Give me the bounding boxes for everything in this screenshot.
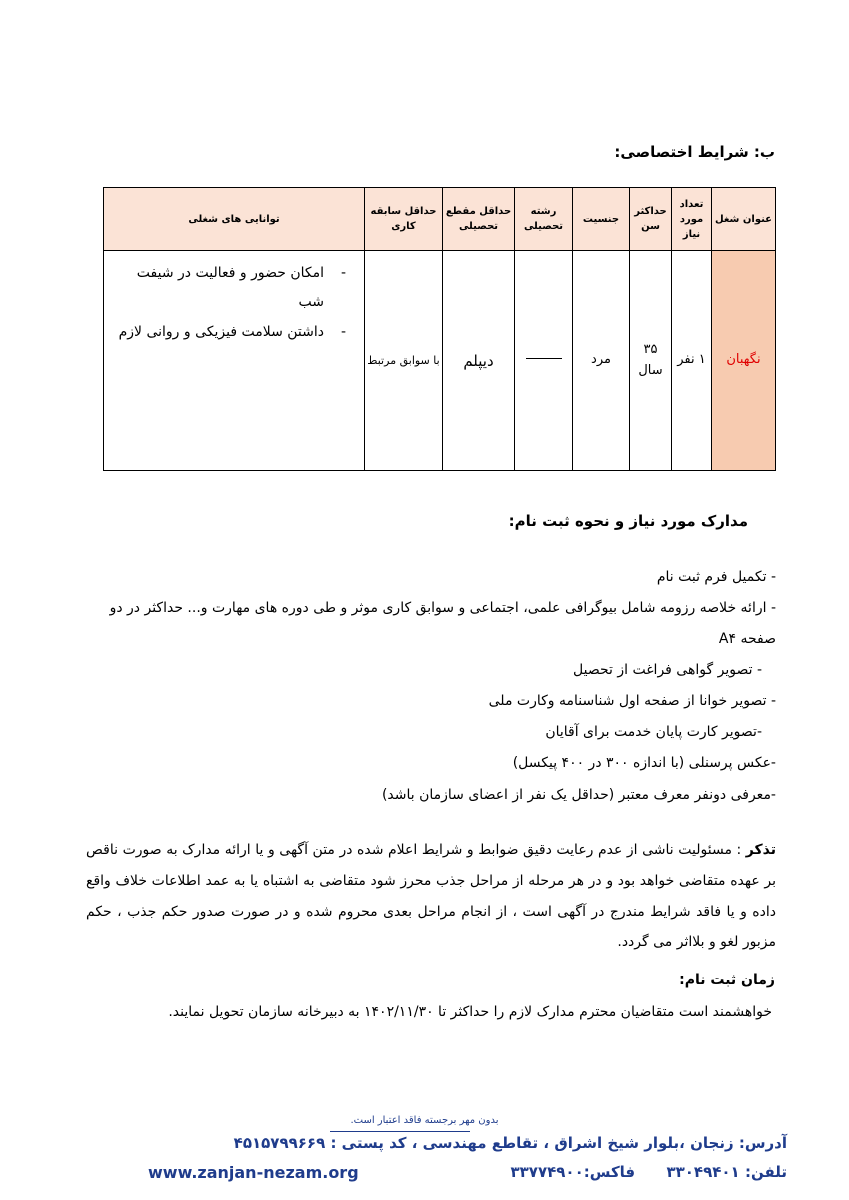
stamp-note: بدون مهر برجسته فاقد اعتبار است. <box>350 1115 499 1126</box>
registration-time-title: زمان ثبت نام: <box>679 972 775 988</box>
list-item: - تکمیل فرم ثبت نام <box>656 569 776 585</box>
registration-time-text: خواهشمند است متقاضیان محترم مدارک لازم را حداکثر تا ۱۴۰۲/۱۱/۳۰ به دبیرخانه سازمان تحویل نمایند. <box>168 1004 772 1020</box>
header-count: تعداد مورد نیاز <box>672 188 712 251</box>
skill-item: - داشتن سلامت فیزیکی و روانی لازم <box>112 318 350 347</box>
note-paragraph <box>86 835 776 958</box>
docs-list <box>76 562 776 811</box>
cell-experience: با سوابق مرتبط <box>365 251 443 471</box>
skill-item: - امکان حضور و فعالیت در شیفت شب <box>112 259 350 318</box>
cell-degree: دیپلم <box>443 251 515 471</box>
note-text: : مسئولیت ناشی از عدم رعایت دقیق ضوابط و شرایط اعلام شده در متن آگهی و یا ارائه مدارک به صورت ناقص بر عهده متقاضی خواهد بود و در هر مرحله از مراحل جذب محرز شود متقاضی به اشتباه یا به عمد اطلاعات خلاف واقع داده و یا فاقد شرایط مندرج در آگهی است ، از انجام مراحل بعدی محروم شده و در صورت صدور حکم جذب ، حکم مزبور لغو و بلااثر می گردد. <box>86 842 776 951</box>
cell-count: ۱ نفر <box>672 251 712 471</box>
header-gender: جنسیت <box>573 188 630 251</box>
footer-address: آدرس: زنجان ،بلوار شیخ اشراق ، تقاطع مهندسی ، کد پستی : ۴۵۱۵۷۹۹۶۶۹ <box>233 1134 787 1152</box>
footer-website[interactable]: www.zanjan-nezam.org <box>148 1163 359 1182</box>
note-label: تذکر <box>745 842 776 858</box>
header-job-title: عنوان شغل <box>712 188 776 251</box>
table-row <box>104 251 776 471</box>
list-item: - ارائه خلاصه رزومه شامل بیوگرافی علمی، اجتماعی و سوابق کاری موثر و طی دوره های مهارت و... حداکثر در دو صفحه A۴ <box>109 600 776 648</box>
skills-list <box>112 259 350 347</box>
cell-max-age: ۳۵ سال <box>630 251 672 471</box>
cell-gender: مرد <box>573 251 630 471</box>
table-header-row <box>104 188 776 251</box>
header-field: رشته تحصیلی <box>515 188 573 251</box>
cell-job-title: نگهبان <box>712 251 776 471</box>
empty-dash <box>526 358 562 359</box>
docs-title: مدارک مورد نیاز و نحوه ثبت نام: <box>508 512 748 530</box>
list-item: - تصویر خوانا از صفحه اول شناسنامه وکارت ملی <box>488 693 776 710</box>
cell-field <box>515 251 573 471</box>
list-item: -عکس پرسنلی (با اندازه ۳۰۰ در ۴۰۰ پیکسل) <box>512 755 776 772</box>
header-skills: توانایی های شغلی <box>104 188 365 251</box>
header-degree: حداقل مقطع تحصیلی <box>443 188 515 251</box>
header-experience: حداقل سابقه کاری <box>365 188 443 251</box>
list-item: - تصویر گواهی فراغت از تحصیل <box>573 662 762 679</box>
requirements-table <box>103 187 776 471</box>
header-max-age: حداکثر سن <box>630 188 672 251</box>
list-item: -تصویر کارت پایان خدمت برای آقایان <box>545 724 762 741</box>
footer-phone: تلفن: ۳۳۰۴۹۴۰۱ فاکس:۳۳۷۷۴۹۰۰ <box>510 1163 787 1181</box>
divider <box>330 1131 470 1132</box>
section-b-title: ب: شرایط اختصاصی: <box>614 143 775 161</box>
list-item: -معرفی دونفر معرف معتبر (حداقل یک نفر از اعضای سازمان باشد) <box>381 786 776 803</box>
cell-skills <box>104 251 365 471</box>
